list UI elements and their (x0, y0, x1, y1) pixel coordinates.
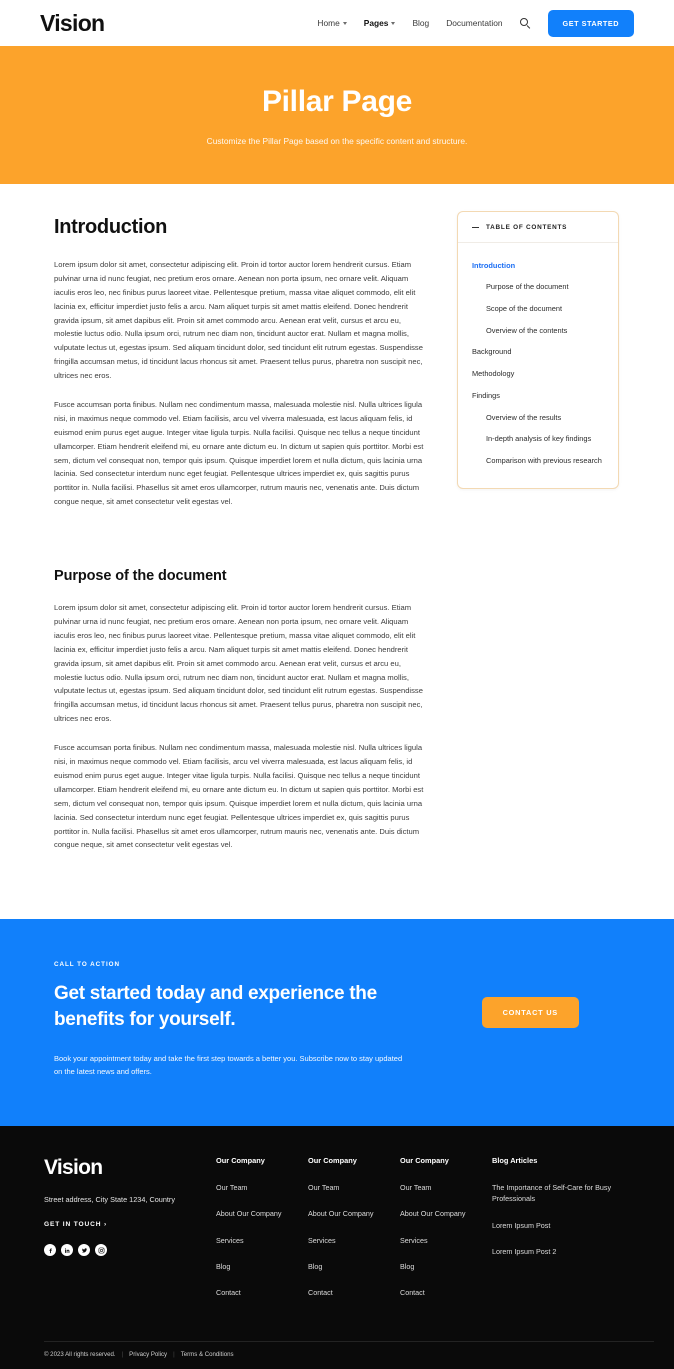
footer-legal-bar (44, 1341, 654, 1369)
footer-link[interactable]: Lorem Ipsum Post (492, 1220, 551, 1230)
nav-item-pages-label: Pages (363, 18, 389, 28)
copyright-text: © 2023 All rights reserved. (44, 1351, 116, 1359)
call-to-action-section (0, 919, 674, 1126)
footer-link[interactable]: The Importance of Self-Care for Busy Professionals (492, 1183, 612, 1204)
section-spacer (54, 524, 429, 568)
footer-link[interactable]: Blog (216, 1261, 231, 1271)
toc-header[interactable] (458, 212, 618, 243)
toc-item-comparison-with-previous-research[interactable]: Comparison with previous research (486, 456, 602, 466)
separator: | (173, 1351, 175, 1359)
nav-item-blog-label: Blog (412, 18, 430, 28)
minus-icon (472, 227, 479, 228)
section-heading-purpose: Purpose of the document (54, 568, 227, 585)
footer-link[interactable]: Blog (308, 1261, 323, 1271)
footer-link[interactable]: Services (400, 1235, 428, 1245)
chevron-down-icon (391, 22, 395, 25)
footer-column-heading: Our Company (308, 1156, 357, 1166)
footer-column-heading: Our Company (216, 1156, 265, 1166)
site-logo[interactable]: Vision (40, 9, 105, 36)
footer-link[interactable]: About Our Company (400, 1209, 466, 1219)
footer-link[interactable]: Blog (400, 1261, 415, 1271)
footer-column-blog-articles (492, 1156, 622, 1272)
footer-link[interactable]: Contact (216, 1287, 241, 1297)
contact-us-button[interactable]: CONTACT US (482, 997, 579, 1028)
nav-item-home[interactable] (317, 18, 346, 28)
article-body (54, 216, 429, 867)
nav-item-documentation[interactable] (446, 18, 502, 28)
cta-text-block (54, 961, 409, 1078)
linkedin-icon[interactable] (61, 1244, 73, 1256)
hero-banner (0, 46, 674, 184)
footer-link[interactable]: Contact (400, 1287, 425, 1297)
toc-item-background[interactable]: Background (472, 347, 512, 357)
nav-item-blog[interactable] (412, 18, 429, 28)
nav-item-documentation-label: Documentation (446, 18, 503, 28)
footer-link[interactable]: About Our Company (308, 1209, 374, 1219)
footer-column-company-1 (216, 1156, 308, 1313)
page-subtitle: Customize the Pillar Page based on the specific content and structure. (206, 135, 468, 146)
toc-item-in-depth-analysis[interactable]: In-depth analysis of key findings (486, 434, 592, 444)
social-links (44, 1244, 216, 1256)
page-title: Pillar Page (261, 84, 413, 118)
footer-column-company-3 (400, 1156, 492, 1313)
cta-button-block (482, 961, 634, 1028)
toc-item-overview-of-the-results[interactable]: Overview of the results (486, 412, 562, 422)
nav-item-home-label: Home (317, 18, 340, 28)
chevron-down-icon (343, 22, 347, 25)
cta-eyebrow: CALL TO ACTION (54, 961, 121, 969)
footer-link[interactable]: Services (308, 1235, 336, 1245)
paragraph: Fusce accumsan porta finibus. Nullam nec condimentum massa, malesuada molestie nisl. Nulla ultrices ligula nisi, in maximus neque commodo vel. Etiam facilisis, arcu vel viverra malesuada, est lacus aliquam felis, id euismod enim purus eget augue. Integer vitae ligula turpis. Nulla facilisi. Quisque nec tellus a neque tincidunt ullamcorper. Etiam hendrerit eleifend mi, eu ornare ante dictum eu. In dictum ut sapien quis porttitor. Morbi est sem, dictum vel consequat non, tempor quis ipsum. Quisque imperdiet lorem et nulla dictum, quis lacinia urna lacinia. Sed consectetur interdum nunc eget feugiat. Pellentesque ultrices imperdiet ex, quis sagittis purus porttitor in. Nulla facilisi. Phasellus sit amet eros ullamcorper, rutrum mauris nec, venenatis ante. Duis dictum congue neque, sit amet consectetur velit egestas vel. (54, 743, 424, 850)
main-content-area (0, 184, 674, 867)
toc-list (458, 243, 618, 488)
footer-link[interactable]: Our Team (216, 1183, 248, 1193)
twitter-icon[interactable] (78, 1244, 90, 1256)
get-started-button[interactable]: GET STARTED (548, 10, 634, 37)
toc-title: TABLE OF CONTENTS (486, 224, 568, 231)
toc-item-introduction[interactable]: Introduction (472, 260, 516, 270)
paragraph: Lorem ipsum dolor sit amet, consectetur adipiscing elit. Proin id tortor auctor lorem hendrerit cursus. Etiam pulvinar urna id nunc feugiat, nec pretium eros ornare. Aenean non porta ipsum, nec ornare velit. Aliquam iaculis eros leo, nec finibus purus laoreet vitae. Pellentesque pretium, massa vitae aliquet commodo, elit elit lacinia ex, efficitur imperdiet justo felis a arcu. Nam aliquet turpis sit amet mattis eleifend. Donec hendrerit gravida ipsum, sit amet dapibus elit. Proin sit amet commodo arcu. Aenean erat velit, cursus et arcu eu, molestie luctus odio. Nulla ipsum orci, rutrum nec diam non, tincidunt auctor erat. Nullam et magna mollis, vulputate lectus ut, egestas ipsum. Sed aliquam tincidunt dolor, sed tincidunt elit rutrum egestas. Suspendisse fringilla accumsan metus, id tincidunt lacus rhoncus sit amet. Praesent tellus purus, pharetra non suscipit nec, ultrices nec eros. (54, 260, 423, 381)
nav-item-pages[interactable] (364, 18, 396, 28)
top-navigation-bar (0, 0, 674, 46)
footer-link[interactable]: Contact (308, 1287, 333, 1297)
toc-item-purpose-of-the-document[interactable]: Purpose of the document (486, 282, 569, 292)
toc-item-scope-of-the-document[interactable]: Scope of the document (486, 303, 563, 313)
site-footer (0, 1126, 674, 1369)
footer-link[interactable]: Lorem Ipsum Post 2 (492, 1246, 557, 1256)
search-icon-handle (526, 25, 530, 29)
footer-column-company-2 (308, 1156, 400, 1313)
toc-item-methodology[interactable]: Methodology (472, 369, 515, 379)
footer-link[interactable]: About Our Company (216, 1209, 282, 1219)
footer-link[interactable]: Our Team (400, 1183, 432, 1193)
footer-address: Street address, City State 1234, Country (44, 1195, 176, 1205)
footer-columns (44, 1156, 654, 1313)
search-icon[interactable] (520, 18, 531, 29)
toc-item-overview-of-the-contents[interactable]: Overview of the contents (486, 325, 568, 335)
section-heading-introduction: Introduction (54, 216, 168, 238)
footer-brand-block (44, 1156, 216, 1256)
privacy-policy-link[interactable]: Privacy Policy (129, 1351, 168, 1359)
footer-logo[interactable]: Vision (44, 1156, 103, 1180)
cta-body: Book your appointment today and take the first step towards a better you. Subscribe now to stay updated on the latest news and offers. (54, 1053, 403, 1076)
get-in-touch-link[interactable]: GET IN TOUCH › (44, 1221, 108, 1229)
nav-links-group (317, 10, 634, 37)
table-of-contents-card (457, 211, 619, 489)
paragraph: Fusce accumsan porta finibus. Nullam nec condimentum massa, malesuada molestie nisl. Nulla ultrices ligula nisi, in maximus neque commodo vel. Etiam facilisis, arcu vel viverra malesuada, est lacus aliquam felis, id euismod enim purus eget augue. Integer vitae ligula turpis. Nulla facilisi. Quisque nec tellus a neque tincidunt ullamcorper. Etiam hendrerit eleifend mi, eu ornare ante dictum eu. In dictum ut sapien quis porttitor. Morbi est sem, dictum vel consequat non, tempor quis ipsum. Quisque imperdiet lorem et nulla dictum, quis lacinia urna lacinia. Sed consectetur interdum nunc eget feugiat. Pellentesque ultrices imperdiet ex, quis sagittis purus porttitor in. Nulla facilisi. Phasellus sit amet eros ullamcorper, rutrum mauris nec, venenatis ante. Duis dictum congue neque, sit amet consectetur velit egestas vel. (54, 400, 424, 507)
footer-link[interactable]: Our Team (308, 1183, 340, 1193)
facebook-icon[interactable] (44, 1244, 56, 1256)
footer-column-heading: Our Company (400, 1156, 449, 1166)
separator: | (121, 1351, 124, 1359)
cta-heading: Get started today and experience the benefits for yourself. (54, 983, 377, 1030)
instagram-icon[interactable] (95, 1244, 107, 1256)
footer-link[interactable]: Services (216, 1235, 244, 1245)
terms-conditions-link[interactable]: Terms & Conditions (180, 1351, 234, 1359)
footer-column-heading: Blog Articles (492, 1156, 538, 1166)
toc-item-findings[interactable]: Findings (472, 390, 500, 400)
paragraph: Lorem ipsum dolor sit amet, consectetur adipiscing elit. Proin id tortor auctor lorem hendrerit cursus. Etiam pulvinar urna id nunc feugiat, nec pretium eros ornare. Aenean non porta ipsum, nec ornare velit. Aliquam iaculis eros leo, nec finibus purus laoreet vitae. Pellentesque pretium, massa vitae aliquet commodo, elit elit lacinia ex, efficitur imperdiet justo felis a arcu. Nam aliquet turpis sit amet mattis eleifend. Donec hendrerit gravida ipsum, sit amet dapibus elit. Proin sit amet commodo arcu. Aenean erat velit, cursus et arcu eu, molestie luctus odio. Nulla ipsum orci, rutrum nec diam non, tincidunt auctor erat. Nullam et magna mollis, vulputate lectus ut, egestas ipsum. Sed aliquam tincidunt dolor, sed tincidunt elit rutrum egestas. Suspendisse fringilla accumsan metus, id tincidunt lacus rhoncus sit amet. Praesent tellus purus, pharetra non suscipit nec, ultrices nec eros. (54, 603, 423, 724)
